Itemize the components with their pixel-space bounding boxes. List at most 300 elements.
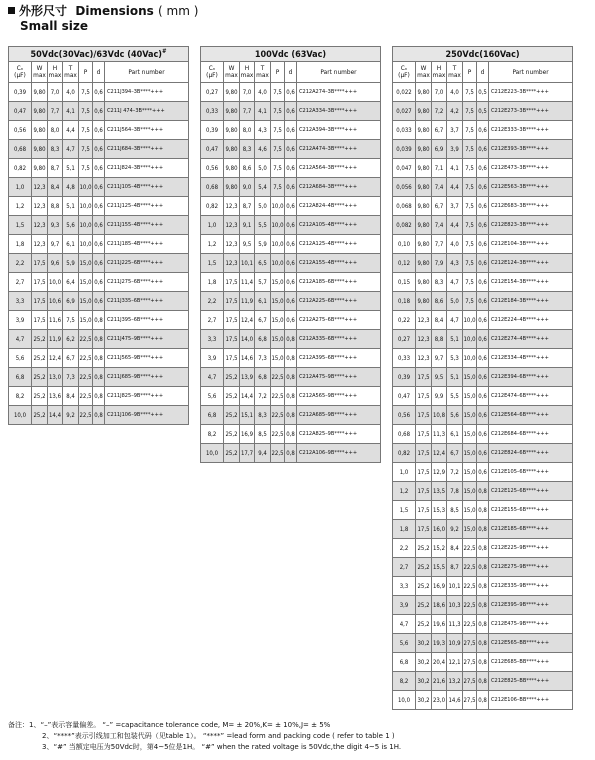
value-cell: 9,80 [416,235,432,254]
value-cell: 8,3 [48,140,63,159]
value-cell: 11,6 [48,311,63,330]
value-cell: 20,4 [432,653,447,672]
value-cell: 4,3 [255,121,271,140]
value-cell: 0,33 [201,102,224,121]
part-number-cell: C212E335–9B****+++ [489,577,573,596]
table-row [9,83,189,102]
value-cell: 13,2 [447,672,463,691]
value-cell: 8,4 [63,387,79,406]
value-cell: 0,6 [285,178,297,197]
part-number-cell: C212E274–4B****+++ [489,330,573,349]
part-number-cell: C212E823–3B****+++ [489,216,573,235]
value-cell: 25,2 [32,387,48,406]
table-row [393,102,573,121]
value-cell: 27,5 [463,672,477,691]
value-cell: 0,6 [93,254,105,273]
value-cell: 10,8 [432,406,447,425]
value-cell: 0,27 [393,330,416,349]
table-row [393,539,573,558]
value-cell: 0,8 [477,653,489,672]
value-cell: 11,9 [240,292,255,311]
table-row [393,387,573,406]
value-cell: 8,0 [48,121,63,140]
value-cell: 15,0 [463,406,477,425]
value-cell: 9,80 [416,102,432,121]
value-cell: 0,039 [393,140,416,159]
value-cell: 22,5 [79,349,93,368]
value-cell: 25,2 [224,406,240,425]
value-cell: 7,7 [240,102,255,121]
value-cell: 5,4 [255,178,271,197]
value-cell: 0,8 [285,406,297,425]
part-number-cell: C212E275–9B****+++ [489,558,573,577]
value-cell: 7,5 [463,121,477,140]
table-row [393,292,573,311]
part-number-cell: C212A825–9B****+++ [297,425,381,444]
value-cell: 9,5 [240,235,255,254]
note-1: 备注：1、“–”表示容量偏差。 “–” =capacitance tolerance code, M= ± 20%,K= ± 10%,J= ± 5% [8,721,331,729]
table-row [201,83,381,102]
value-cell: 8,8 [432,330,447,349]
value-cell: 0,6 [285,292,297,311]
col-header-h [240,62,255,83]
table-block-250v [392,46,573,710]
value-cell: 15,0 [463,368,477,387]
part-number-cell: C212E563–3B****+++ [489,178,573,197]
part-number-cell: C211J335–6B****+++ [105,292,189,311]
table-row [393,349,573,368]
table-row [393,558,573,577]
table-block-100v [200,46,381,463]
value-cell: 7,5 [271,140,285,159]
value-cell: 9,2 [63,406,79,425]
value-cell: 0,6 [285,197,297,216]
value-cell: 0,027 [393,102,416,121]
value-cell: 22,5 [271,387,285,406]
part-number-cell: C212E334–4B****+++ [489,349,573,368]
value-cell: 0,6 [477,216,489,235]
value-cell: 9,80 [224,178,240,197]
value-cell: 12,4 [432,444,447,463]
value-cell: 2,2 [201,292,224,311]
value-cell: 0,6 [93,121,105,140]
value-cell: 5,6 [447,406,463,425]
value-cell: 0,27 [201,83,224,102]
part-number-cell: C212A394–3B****+++ [297,121,381,140]
value-cell: 10,0 [79,216,93,235]
value-cell: 25,2 [32,368,48,387]
value-cell: 0,10 [393,235,416,254]
value-cell: 0,56 [201,159,224,178]
value-cell: 17,5 [224,349,240,368]
value-cell: 9,80 [416,140,432,159]
table-row [393,463,573,482]
value-cell: 0,6 [477,387,489,406]
part-number-cell: C211J155–4B****+++ [105,216,189,235]
note-3: 3、“#” 当额定电压为50Vdc时，第4~5位是1H。 “#” when the rated voltage is 50Vdc,the digit 4~5 is 1H. [42,743,402,751]
value-cell: 0,82 [201,197,224,216]
value-cell: 9,5 [432,368,447,387]
value-cell: 17,5 [32,292,48,311]
value-cell: 0,6 [477,254,489,273]
value-cell: 25,2 [416,596,432,615]
value-cell: 4,7 [63,140,79,159]
value-cell: 6,7 [447,444,463,463]
value-cell: 6,5 [255,254,271,273]
value-cell: 9,9 [432,387,447,406]
value-cell: 12,3 [416,330,432,349]
col-header-d [477,62,489,83]
value-cell: 15,0 [79,273,93,292]
value-cell: 8,4 [447,539,463,558]
value-cell: 7,4 [432,178,447,197]
part-number-cell: C212E685–BB****+++ [489,653,573,672]
title-cn: 外形尺寸 [19,4,68,18]
value-cell: 0,39 [393,368,416,387]
value-cell: 10,0 [271,197,285,216]
value-cell: 17,5 [32,273,48,292]
value-cell: 7,5 [463,159,477,178]
part-number-cell: C211J185–4B****+++ [105,235,189,254]
value-cell: 21,6 [432,672,447,691]
col-header-cn: Cₙ [16,64,24,72]
value-cell: 22,5 [463,539,477,558]
part-number-cell: C212E474–6B****+++ [489,387,573,406]
part-number-cell: C212E155–6B****+++ [489,501,573,520]
part-number-cell: C212A474–3B****+++ [297,140,381,159]
value-cell: 10,0 [271,216,285,235]
value-cell: 7,5 [463,178,477,197]
value-cell: 0,82 [393,444,416,463]
col-header-max: max [256,71,269,79]
value-cell: 0,33 [393,349,416,368]
value-cell: 0,6 [477,425,489,444]
value-cell: 0,6 [93,235,105,254]
table-title [393,47,573,62]
table-row [393,406,573,425]
value-cell: 8,2 [201,425,224,444]
value-cell: 4,7 [393,615,416,634]
value-cell: 10,0 [271,235,285,254]
value-cell: 15,0 [271,330,285,349]
value-cell: 15,0 [463,482,477,501]
table-row [201,292,381,311]
value-cell: 7,5 [463,216,477,235]
value-cell: 9,80 [224,121,240,140]
value-cell: 22,5 [271,444,285,463]
table-row [201,406,381,425]
note-2: 2、“****”表示引线加工和包装代码（见table 1）。 “****” =lead form and packing code ( refer to table 1 ) [42,732,395,740]
value-cell: 12,4 [48,349,63,368]
value-cell: 25,2 [32,406,48,425]
value-cell: 9,80 [224,159,240,178]
part-number-cell: C212A274–3B****+++ [297,83,381,102]
value-cell: 3,9 [393,596,416,615]
value-cell: 0,39 [201,121,224,140]
value-cell: 7,1 [432,159,447,178]
value-cell: 9,80 [416,159,432,178]
part-number-cell: C212E473–3B****+++ [489,159,573,178]
table-row [201,311,381,330]
table-row [393,672,573,691]
value-cell: 12,3 [224,254,240,273]
part-number-cell: C212E154–3B****+++ [489,273,573,292]
table-row [201,197,381,216]
value-cell: 10,0 [271,254,285,273]
value-cell: 2,7 [9,273,32,292]
value-cell: 6,9 [63,292,79,311]
value-cell: 0,8 [477,520,489,539]
value-cell: 16,9 [240,425,255,444]
value-cell: 30,2 [416,653,432,672]
value-cell: 22,5 [79,406,93,425]
col-header-w-label: W [36,64,43,72]
value-cell: 15,0 [463,520,477,539]
value-cell: 5,6 [201,387,224,406]
col-header-d-label: d [288,67,293,76]
value-cell: 15,0 [463,501,477,520]
value-cell: 1,0 [201,216,224,235]
footnotes [8,720,401,753]
value-cell: 0,6 [93,197,105,216]
value-cell: 0,6 [93,178,105,197]
value-cell: 9,80 [416,178,432,197]
value-cell: 4,4 [447,216,463,235]
part-number-cell: C211J275–6B****+++ [105,273,189,292]
value-cell: 0,6 [477,121,489,140]
part-number-cell: C211J105–4B****+++ [105,178,189,197]
value-cell: 10,0 [79,178,93,197]
value-cell: 8,0 [240,121,255,140]
part-number-cell: C212E223–3B****+++ [489,83,573,102]
value-cell: 4,7 [9,330,32,349]
value-cell: 6,1 [255,292,271,311]
value-cell: 7,2 [447,463,463,482]
value-cell: 0,8 [285,368,297,387]
value-cell: 1,0 [9,178,32,197]
value-cell: 0,56 [9,121,32,140]
part-number-cell: C212E225–9B****+++ [489,539,573,558]
part-number-cell: C212E185–6B****+++ [489,520,573,539]
value-cell: 6,8 [9,368,32,387]
value-cell: 10,0 [463,311,477,330]
value-cell: 0,6 [477,311,489,330]
table-row [9,178,189,197]
value-cell: 13,5 [432,482,447,501]
col-header-p [463,62,477,83]
value-cell: 8,5 [255,425,271,444]
value-cell: 10,1 [447,577,463,596]
value-cell: 12,3 [416,349,432,368]
value-cell: 9,80 [416,273,432,292]
value-cell: 7,5 [79,140,93,159]
value-cell: 0,6 [477,292,489,311]
value-cell: 13,6 [48,387,63,406]
col-header-d [285,62,297,83]
value-cell: 8,2 [393,672,416,691]
col-header-t-label: T [452,64,457,72]
value-cell: 4,0 [447,83,463,102]
value-cell: 25,2 [32,330,48,349]
col-header-cn-unit: (μF) [398,71,410,79]
part-number-cell: C211J564–3B****+++ [105,121,189,140]
value-cell: 5,6 [393,634,416,653]
table-title [201,47,381,62]
value-cell: 0,8 [477,482,489,501]
value-cell: 6,4 [63,273,79,292]
value-cell: 0,6 [285,254,297,273]
value-cell: 6,7 [432,197,447,216]
value-cell: 0,6 [477,159,489,178]
dimension-table [200,46,381,463]
value-cell: 7,5 [79,83,93,102]
col-header-p-label: P [275,67,280,76]
value-cell: 6,7 [255,311,271,330]
value-cell: 4,0 [63,83,79,102]
part-number-cell: C212E395–9B****+++ [489,596,573,615]
value-cell: 9,0 [240,178,255,197]
value-cell: 0,6 [477,463,489,482]
value-cell: 0,8 [285,387,297,406]
table-row [201,330,381,349]
part-number-cell: C212E393–3B****+++ [489,140,573,159]
value-cell: 25,2 [224,444,240,463]
value-cell: 0,12 [393,254,416,273]
value-cell: 0,8 [93,368,105,387]
value-cell: 0,8 [477,577,489,596]
table-row [393,444,573,463]
value-cell: 0,6 [285,140,297,159]
col-header-part [297,62,381,83]
value-cell: 8,6 [432,292,447,311]
value-cell: 0,8 [285,349,297,368]
value-cell: 2,2 [9,254,32,273]
col-header-t-label: T [260,64,265,72]
table-row [9,349,189,368]
value-cell: 4,7 [447,311,463,330]
value-cell: 3,9 [9,311,32,330]
value-cell: 10,0 [9,406,32,425]
value-cell: 1,8 [393,520,416,539]
table-row [201,368,381,387]
value-cell: 0,8 [93,406,105,425]
value-cell: 0,8 [285,330,297,349]
value-cell: 1,2 [9,197,32,216]
value-cell: 7,8 [447,482,463,501]
value-cell: 0,5 [477,83,489,102]
table-row [393,577,573,596]
table-row [9,102,189,121]
value-cell: 9,1 [240,216,255,235]
value-cell: 0,6 [285,121,297,140]
table-title-text: 50Vdc(30Vac)/63Vdc (40Vac) [30,50,162,60]
value-cell: 0,8 [477,672,489,691]
table-row [393,368,573,387]
table-row [9,368,189,387]
value-cell: 9,6 [48,254,63,273]
value-cell: 0,056 [393,178,416,197]
part-number-cell: C211J824–3B****+++ [105,159,189,178]
value-cell: 1,0 [393,463,416,482]
value-cell: 0,047 [393,159,416,178]
value-cell: 12,1 [447,653,463,672]
value-cell: 3,7 [447,121,463,140]
value-cell: 7,5 [79,121,93,140]
value-cell: 25,2 [224,425,240,444]
value-cell: 5,0 [255,159,271,178]
value-cell: 0,6 [93,102,105,121]
value-cell: 27,5 [463,653,477,672]
table-row [9,140,189,159]
col-header-t [63,62,79,83]
value-cell: 16,9 [432,577,447,596]
table-row [201,444,381,463]
part-number-cell: C212E565–BB****+++ [489,634,573,653]
value-cell: 9,80 [416,121,432,140]
value-cell: 9,80 [224,83,240,102]
col-header-t-label: T [68,64,73,72]
value-cell: 0,15 [393,273,416,292]
table-row [393,83,573,102]
value-cell: 1,2 [201,235,224,254]
col-header-p-label: P [467,67,472,76]
value-cell: 4,4 [63,121,79,140]
value-cell: 5,6 [9,349,32,368]
value-cell: 8,2 [9,387,32,406]
value-cell: 25,2 [416,539,432,558]
value-cell: 0,8 [477,539,489,558]
value-cell: 17,5 [224,330,240,349]
value-cell: 9,80 [416,292,432,311]
value-cell: 1,2 [393,482,416,501]
table-row [393,501,573,520]
value-cell: 0,6 [477,235,489,254]
value-cell: 0,6 [477,368,489,387]
value-cell: 15,5 [432,558,447,577]
value-cell: 10,6 [48,292,63,311]
value-cell: 19,6 [432,615,447,634]
value-cell: 4,7 [201,368,224,387]
part-number-cell: C212E825–BB****+++ [489,672,573,691]
col-header-w [32,62,48,83]
value-cell: 0,6 [477,273,489,292]
value-cell: 16,0 [432,520,447,539]
col-header-d [93,62,105,83]
value-cell: 0,6 [285,83,297,102]
value-cell: 10,0 [79,197,93,216]
value-cell: 7,5 [79,102,93,121]
part-number-cell: C211J225–6B****+++ [105,254,189,273]
value-cell: 15,0 [79,254,93,273]
dimension-table [8,46,189,425]
value-cell: 7,5 [463,235,477,254]
value-cell: 3,3 [201,330,224,349]
value-cell: 0,8 [477,615,489,634]
value-cell: 0,5 [477,102,489,121]
table-row [9,311,189,330]
table-row [201,140,381,159]
col-header-p-label: P [83,67,88,76]
col-header-part [105,62,189,83]
value-cell: 0,022 [393,83,416,102]
value-cell: 17,5 [416,520,432,539]
value-cell: 15,0 [463,425,477,444]
value-cell: 8,7 [447,558,463,577]
table-row [201,159,381,178]
col-header-w [224,62,240,83]
part-number-cell: C212A125–4B****+++ [297,235,381,254]
table-row [393,197,573,216]
